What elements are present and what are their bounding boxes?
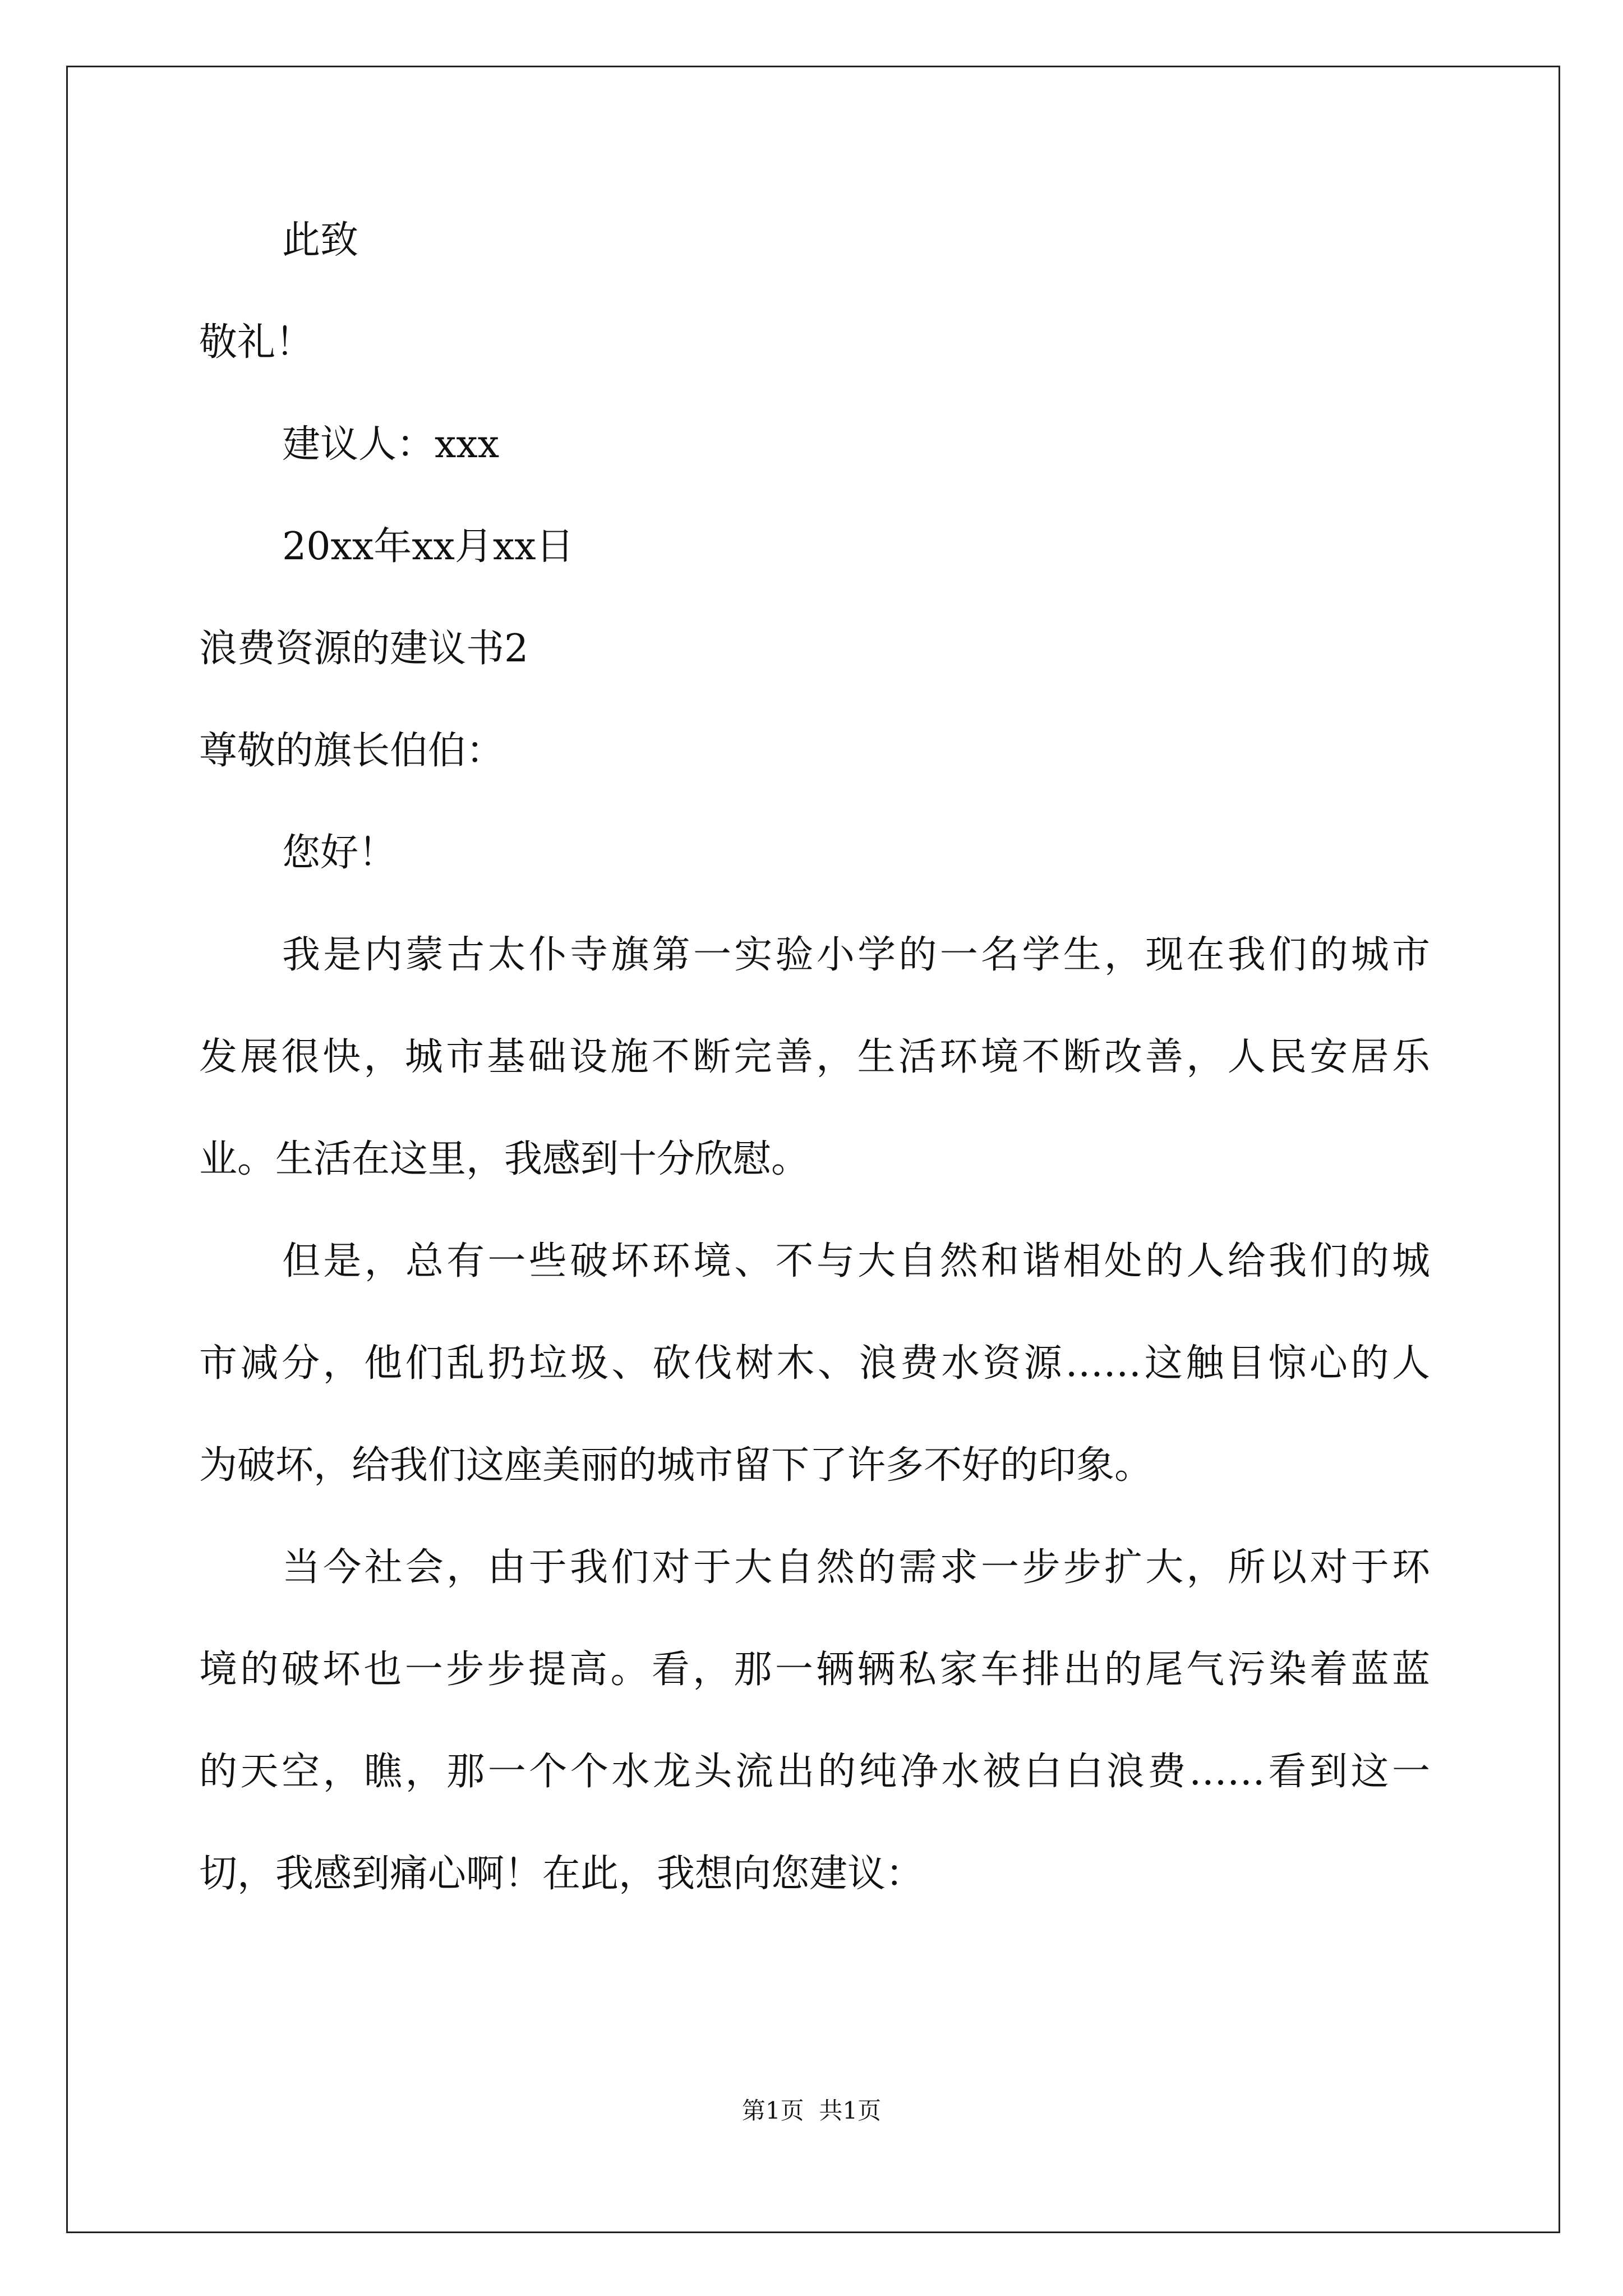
- paragraph2-line1: 但是，总有一些破坏环境、不与大自然和谐相处的人给我们的城: [282, 1239, 1430, 1283]
- closing-salutation: 此致: [282, 218, 359, 263]
- paragraph1-line3: 业。生活在这里，我感到十分欣慰。: [199, 1137, 810, 1181]
- closing-respect: 敬礼！: [199, 320, 314, 365]
- date-line: 20xx年xx月xx日: [282, 524, 574, 569]
- greeting-line: 您好！: [282, 831, 397, 875]
- signer-line: 建议人：xxx: [282, 422, 500, 467]
- addressee-line: 尊敬的旗长伯伯：: [199, 729, 505, 773]
- paragraph1-line2: 发展很快，城市基础设施不断完善，生活环境不断改善，人民安居乐: [199, 1035, 1430, 1079]
- paragraph2-line2: 市减分，他们乱扔垃圾、砍伐树木、浪费水资源……这触目惊心的人: [199, 1341, 1430, 1386]
- document-title: 浪费资源的建议书2: [199, 627, 529, 671]
- paragraph2-line3: 为破坏，给我们这座美丽的城市留下了许多不好的印象。: [199, 1443, 1153, 1488]
- paragraph3-line2: 境的破坏也一步步提高。看，那一辆辆私家车排出的尾气污染着蓝蓝: [199, 1648, 1430, 1692]
- paragraph1-line1: 我是内蒙古太仆寺旗第一实验小学的一名学生，现在我们的城市: [282, 933, 1430, 977]
- paragraph3-line4: 切，我感到痛心啊！在此，我想向您建议：: [199, 1852, 924, 1896]
- page-footer: 第1页 共1页: [741, 2097, 882, 2124]
- paragraph3-line3: 的天空，瞧，那一个个水龙头流出的纯净水被白白浪费……看到这一: [199, 1750, 1430, 1794]
- paragraph3-line1: 当今社会，由于我们对于大自然的需求一步步扩大，所以对于环: [282, 1545, 1430, 1590]
